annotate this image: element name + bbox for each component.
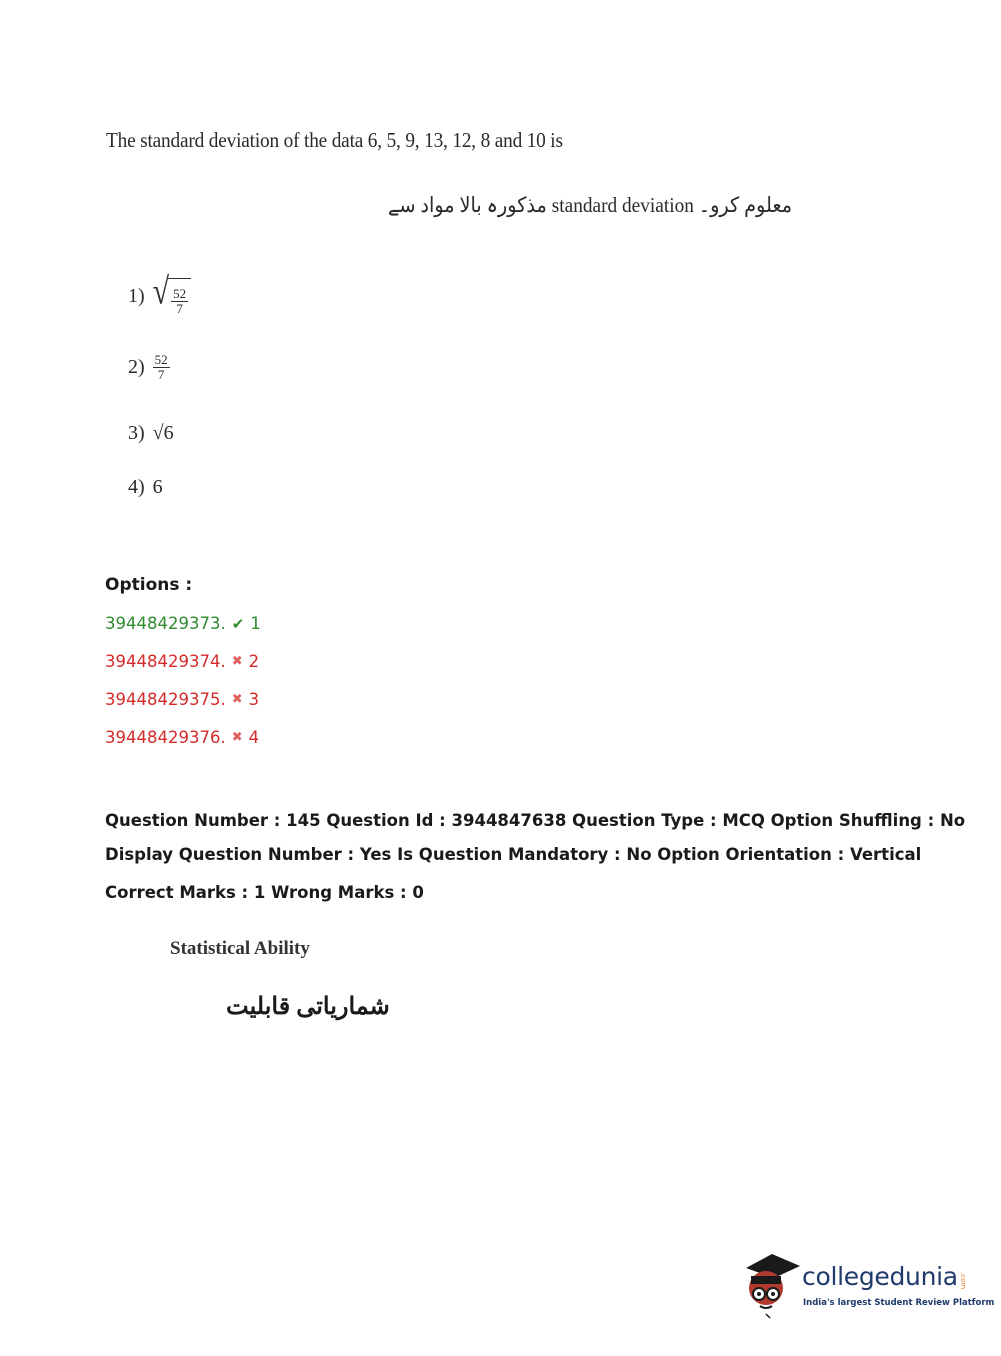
section-title-english: Statistical Ability bbox=[170, 938, 310, 959]
option-id: 39448429375. bbox=[105, 690, 226, 709]
option-number: 1 bbox=[250, 614, 261, 633]
choice-value: √6 bbox=[152, 422, 174, 444]
choice-1 bbox=[128, 270, 191, 316]
option-number: 2 bbox=[248, 652, 260, 671]
brand-tagline: India's largest Student Review Platform bbox=[803, 1298, 995, 1308]
cross-icon: ✖ bbox=[231, 730, 243, 745]
choice-2 bbox=[128, 353, 170, 381]
fraction-denominator: 7 bbox=[157, 366, 165, 382]
question-text-english: The standard deviation of the data 6, 5, 9, 13, 12, 8 and 10 is bbox=[106, 128, 563, 152]
question-meta-line-1: Question Number : 145 Question Id : 3944847638 Question Type : MCQ Option Shuffling : No bbox=[105, 811, 966, 830]
option-row-3 bbox=[105, 690, 259, 709]
option-number: 4 bbox=[248, 728, 260, 747]
choice-4 bbox=[128, 476, 163, 499]
brand-domain-suffix: .com bbox=[959, 1272, 967, 1290]
cross-icon: ✖ bbox=[231, 654, 243, 669]
option-row-2 bbox=[105, 652, 259, 671]
brand-name: collegedunia bbox=[802, 1262, 958, 1291]
choice-label: 2) bbox=[128, 355, 145, 378]
fraction bbox=[153, 353, 170, 381]
square-root-expression: √ $\frac{52}{7}$ bbox=[153, 278, 191, 315]
fraction-numerator: 52 bbox=[173, 286, 187, 301]
fraction-numerator: 52 bbox=[154, 352, 168, 367]
choice-label: 3) bbox=[128, 422, 145, 444]
collegedunia-mascot-icon bbox=[742, 1250, 804, 1322]
section-title-urdu: شماریاتی قابلیت bbox=[226, 994, 390, 1020]
question-meta-line-3: Correct Marks : 1 Wrong Marks : 0 bbox=[105, 883, 424, 902]
question-meta-line-2: Display Question Number : Yes Is Question Mandatory : No Option Orientation : Vertical bbox=[105, 845, 922, 864]
cross-icon: ✖ bbox=[231, 692, 243, 707]
option-row-1 bbox=[105, 614, 261, 633]
choice-3 bbox=[128, 422, 174, 445]
fraction bbox=[171, 287, 188, 315]
check-icon: ✔ bbox=[231, 614, 245, 633]
choice-label: 1) bbox=[128, 285, 145, 308]
option-id: 39448429376. bbox=[105, 728, 226, 747]
choice-value: 6 bbox=[152, 476, 163, 498]
option-id: 39448429373. bbox=[105, 614, 226, 633]
option-row-4 bbox=[105, 728, 259, 747]
fraction-denominator: 7 bbox=[176, 300, 183, 316]
option-id: 39448429374. bbox=[105, 652, 226, 671]
choice-label: 4) bbox=[128, 476, 145, 498]
option-number: 3 bbox=[248, 690, 260, 709]
question-text-urdu: مذکورہ بالا مواد سے standard deviation معلوم کرو۔ bbox=[388, 193, 793, 217]
options-heading: Options : bbox=[105, 575, 193, 595]
